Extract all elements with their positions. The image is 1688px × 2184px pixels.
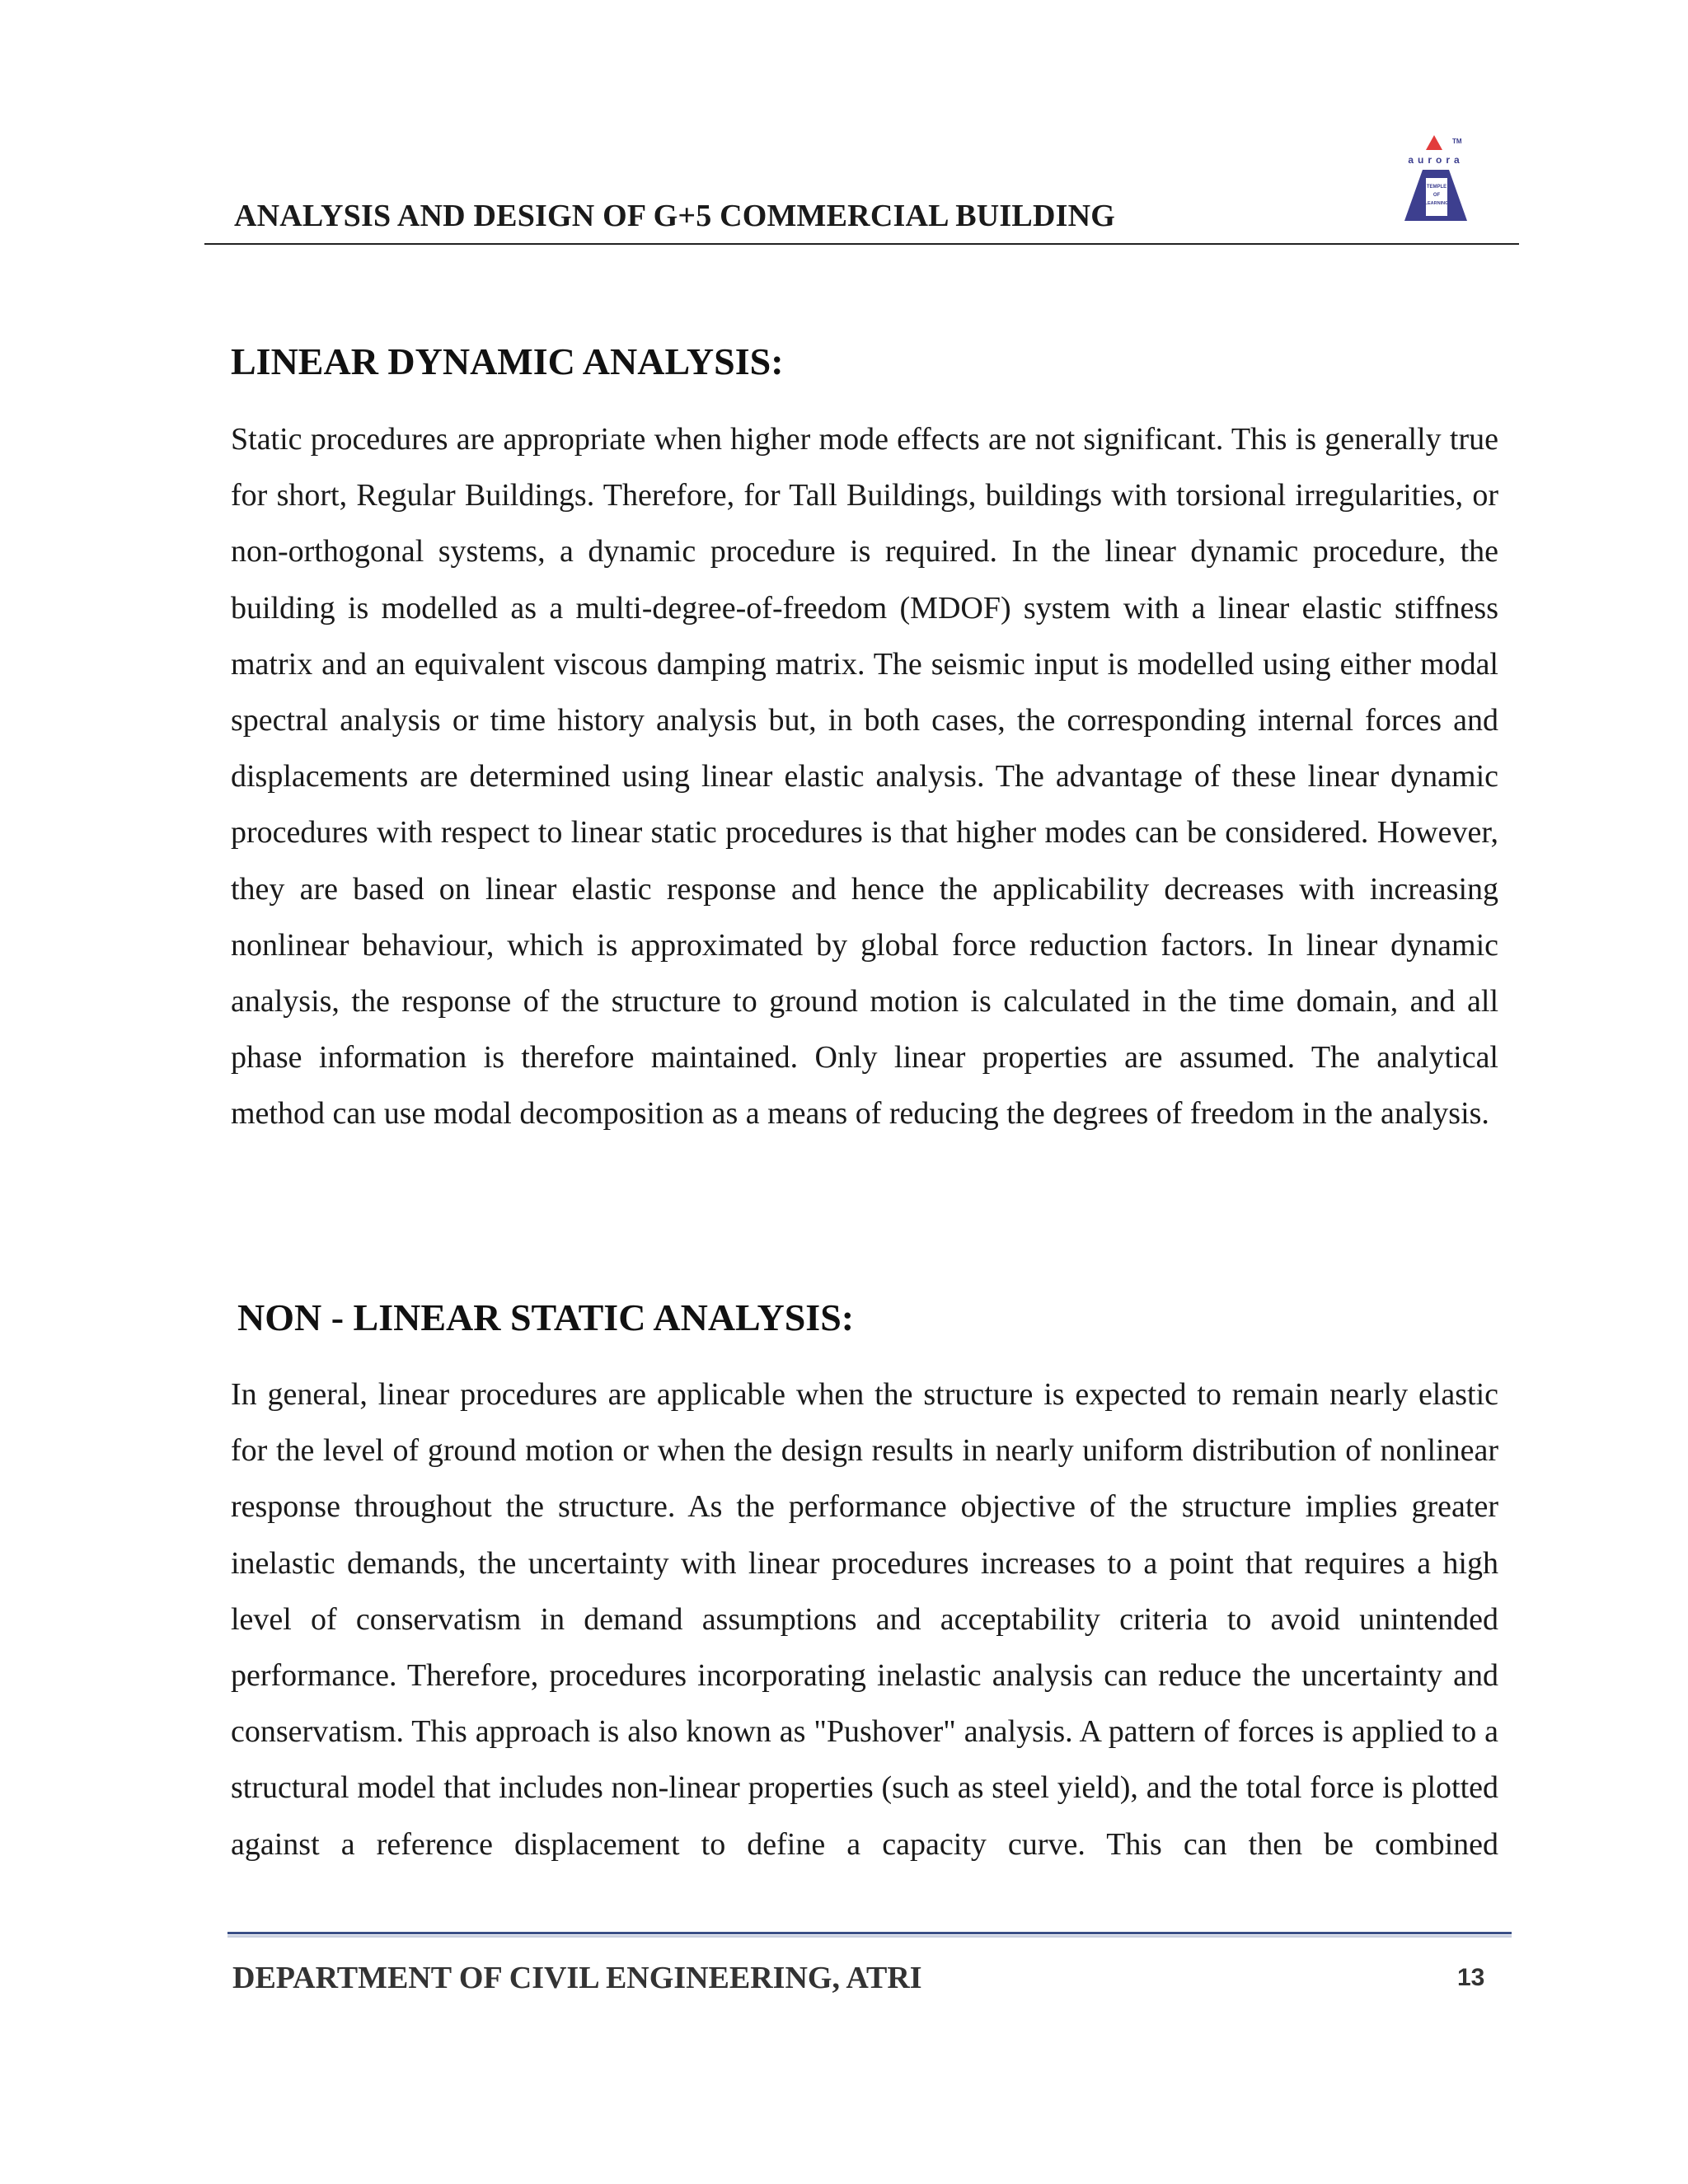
header-divider bbox=[204, 243, 1519, 245]
logo-trademark: TM bbox=[1452, 138, 1462, 145]
footer-divider bbox=[227, 1932, 1512, 1934]
section-body-nonlinear-static: In general, linear procedures are applicable when the structure is expected to remain nearly elastic for the level of ground motion or when the design results in nearly uniform distribution of nonlinear response throughout the structure. As the performance objective of the structure implies greater inelastic demands, the uncertainty with linear procedures increases to a point that requires a high level of conservatism in demand assumptions and acceptability criteria to avoid unintended performance. Therefore, procedures incorporating inelastic analysis can reduce the uncertainty and conservatism. This approach is also known as "Pushover" analysis. A pattern of forces is applied to a structural model that includes non-linear properties (such as steel yield), and the total force is plotted against a reference displacement to define a capacity curve. This can then be combined bbox=[231, 1377, 1498, 1862]
footer-department: DEPARTMENT OF CIVIL ENGINEERING, ATRI bbox=[232, 1961, 922, 1995]
section-heading-nonlinear-static: NON - LINEAR STATIC ANALYSIS: bbox=[237, 1296, 855, 1338]
aurora-logo bbox=[1393, 132, 1496, 231]
footer-divider-shadow bbox=[227, 1935, 1512, 1938]
section-heading-linear-dynamic: LINEAR DYNAMIC ANALYSIS: bbox=[231, 340, 784, 382]
logo-tagline-1: TEMPLE bbox=[1426, 185, 1447, 190]
section-body-linear-dynamic: Static procedures are appropriate when higher mode effects are not significant. This is generally true for short, Regular Buildings. Therefore, for Tall Buildings, buildings with torsional irregularities, or non-orthogonal systems, a dynamic procedure is required. In the linear dynamic procedure, the building is modelled as a multi-degree-of-freedom (MDOF) system with a linear elastic stiffness matrix and an equivalent viscous damping matrix. The seismic input is modelled using either modal spectral analysis or time history analysis but, in both cases, the corresponding internal forces and displacements are determined using linear elastic analysis. The advantage of these linear dynamic procedures with respect to linear static procedures is that higher modes can be considered. However, they are based on linear elastic response and hence the applicability decreases with increasing nonlinear behaviour, which is approximated by global force reduction factors. In linear dynamic analysis, the response of the structure to ground motion is calculated in the time domain, and all phase information is therefore maintained. Only linear properties are assumed. The analytical method can use modal decomposition as a means of reducing the degrees of freedom in the analysis. bbox=[231, 422, 1498, 1132]
logo-brand-text: aurora bbox=[1408, 154, 1464, 166]
logo-red-triangle bbox=[1426, 135, 1442, 150]
page-header-title: ANALYSIS AND DESIGN OF G+5 COMMERCIAL BUILDING bbox=[234, 199, 1115, 233]
page-number: 13 bbox=[1457, 1964, 1485, 1991]
logo-tagline-2: OF bbox=[1432, 193, 1441, 198]
logo-tagline-3: LEARNING bbox=[1424, 201, 1449, 206]
